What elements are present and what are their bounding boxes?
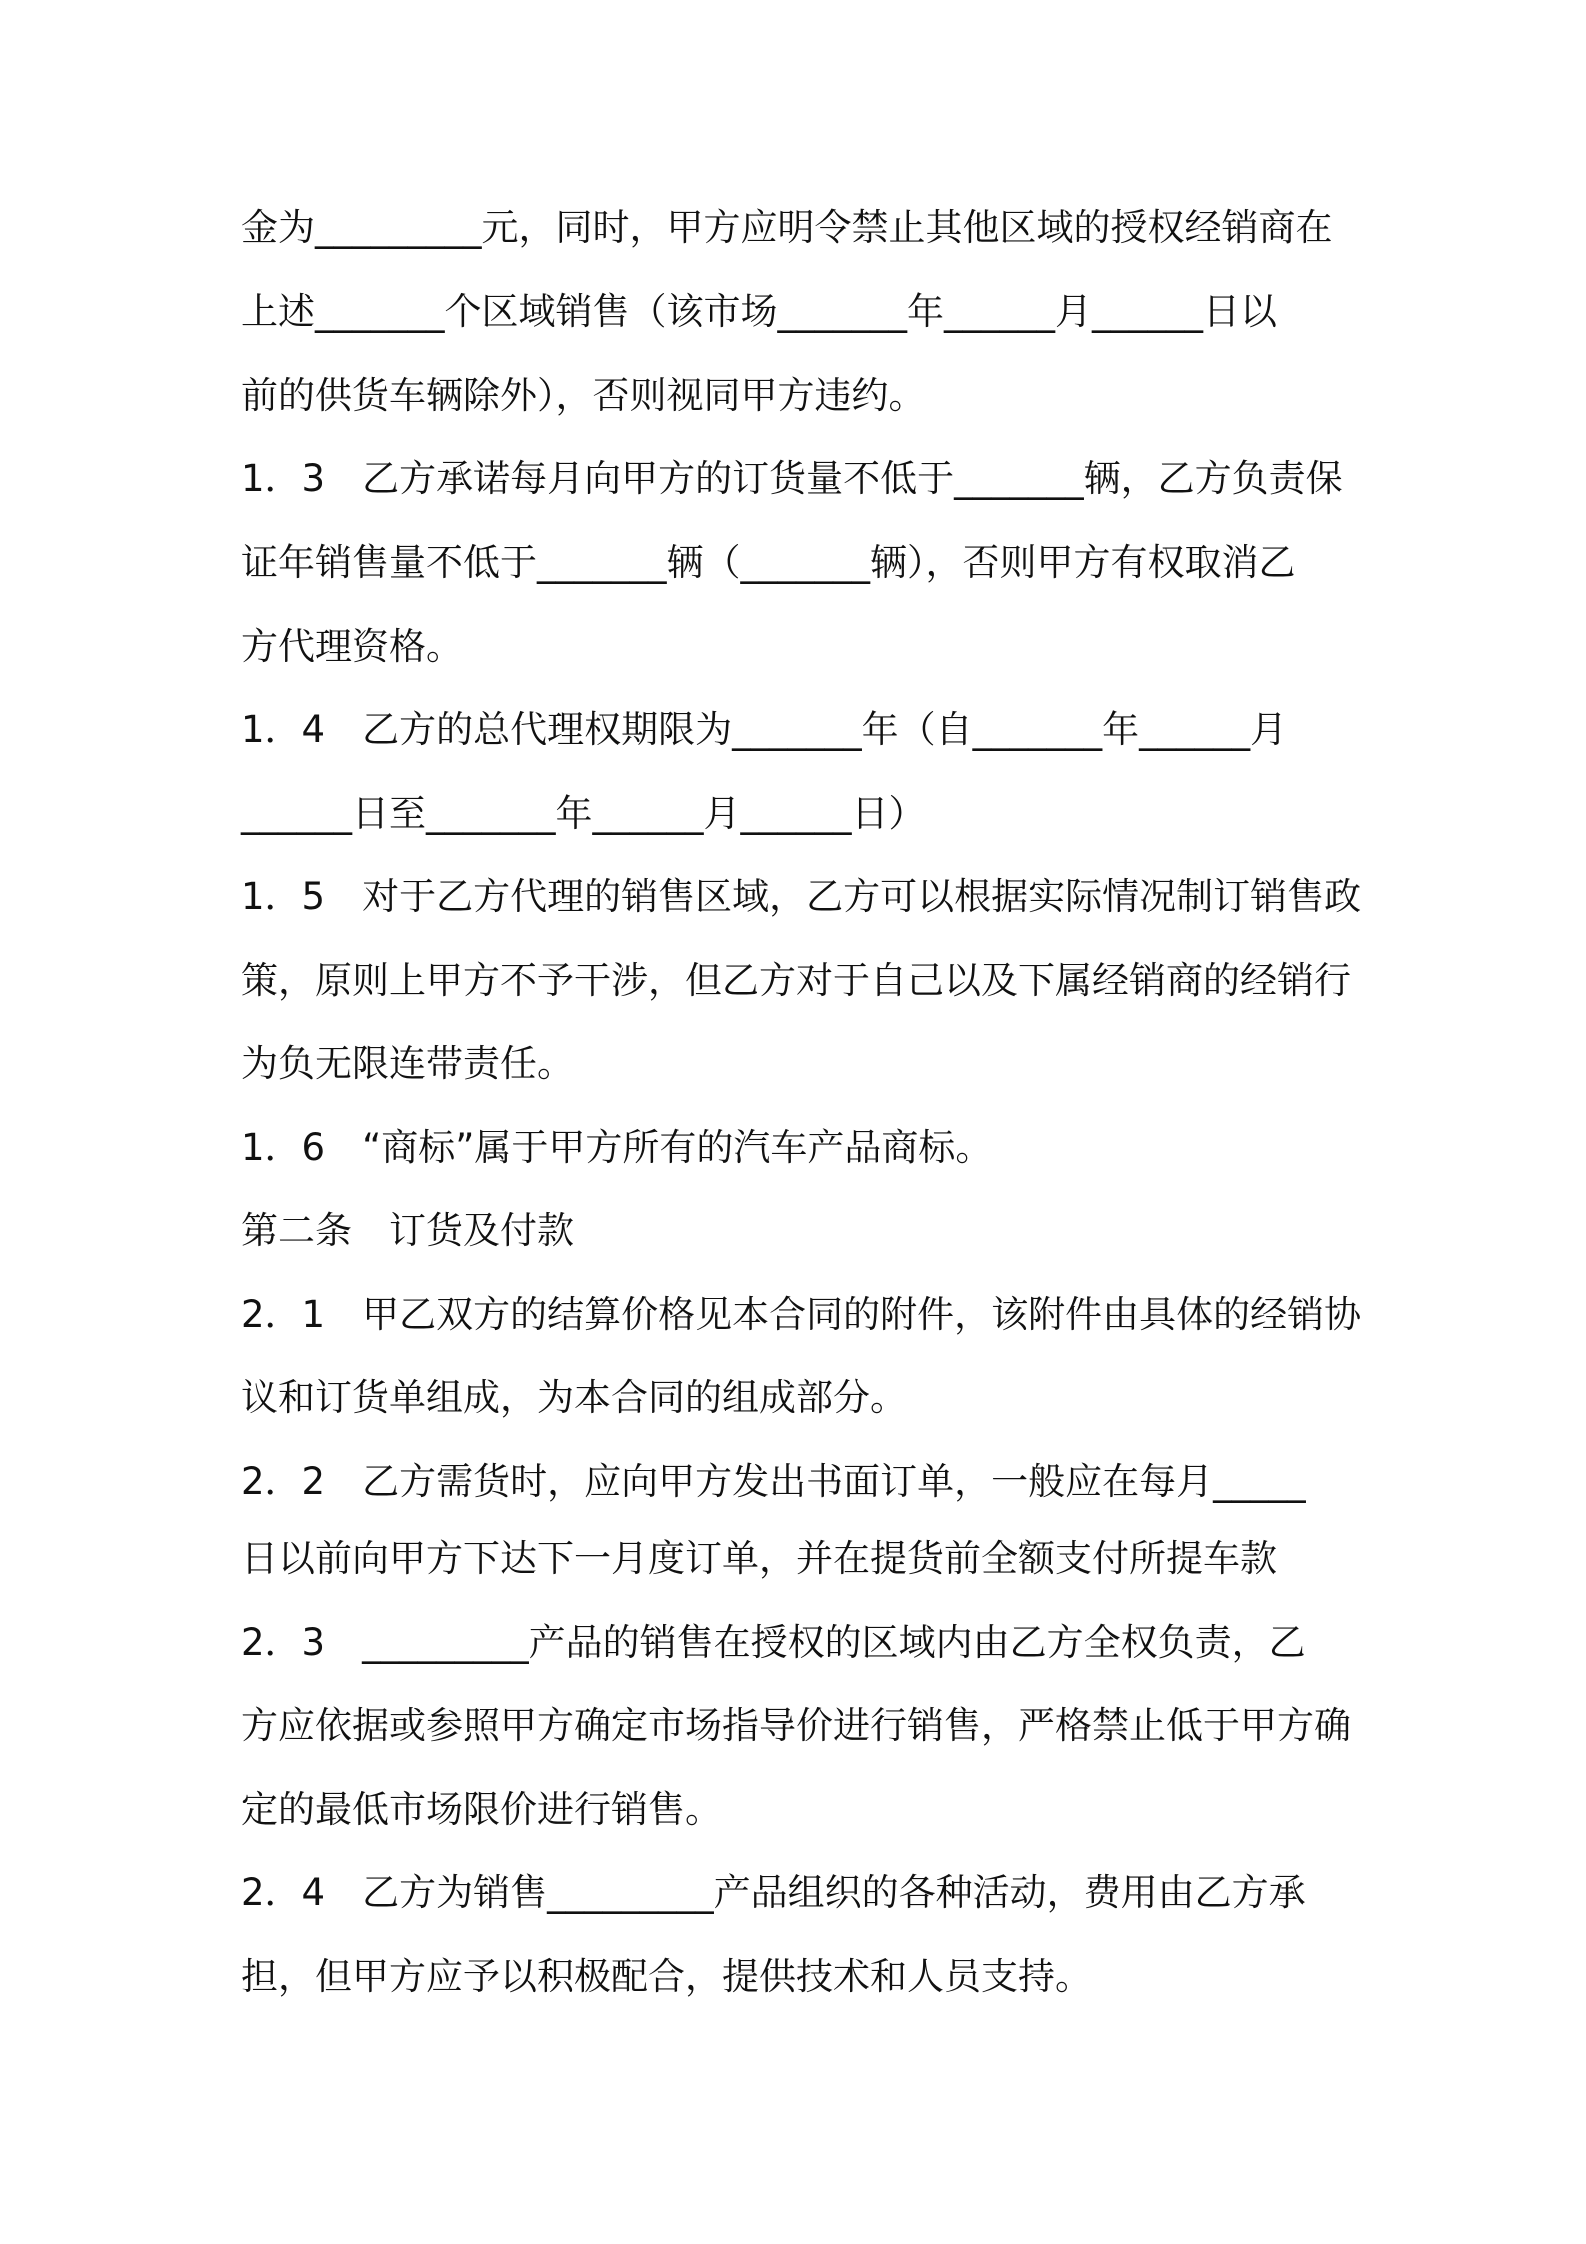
- text-line: 1．6 “商标”属于甲方所有的汽车产品商标。: [241, 1126, 993, 1169]
- text-line: 1．3 乙方承诺每月向甲方的订货量不低于_______辆，乙方负责保: [241, 457, 1343, 500]
- text-line: 定的最低市场限价进行销售。: [241, 1788, 722, 1831]
- text-line: 策，原则上甲方不予干涉，但乙方对于自己以及下属经销商的经销行: [241, 959, 1351, 1002]
- text-line: 方应依据或参照甲方确定市场指导价进行销售，严格禁止低于甲方确: [241, 1704, 1351, 1747]
- text-line: 2．3 _________产品的销售在授权的区域内由乙方全权负责，乙: [241, 1621, 1306, 1664]
- text-line: 为负无限连带责任。: [241, 1042, 574, 1085]
- text-line: ______日至_______年______月______日）: [241, 792, 926, 835]
- text-line: 1．5 对于乙方代理的销售区域，乙方可以根据实际情况制订销售政: [241, 875, 1362, 918]
- text-line: 担，但甲方应予以积极配合，提供技术和人员支持。: [241, 1955, 1092, 1998]
- text-line: 前的供货车辆除外），否则视同甲方违约。: [241, 374, 926, 417]
- text-line: 1．4 乙方的总代理权期限为_______年（自_______年______月: [241, 708, 1288, 751]
- text-line: 方代理资格。: [241, 625, 463, 668]
- text-line: 2．4 乙方为销售_________产品组织的各种活动，费用由乙方承: [241, 1871, 1306, 1914]
- text-line: 日以前向甲方下达下一月度订单，并在提货前全额支付所提车款: [241, 1537, 1277, 1580]
- text-line: 上述_______个区域销售（该市场_______年______月______日以: [241, 290, 1277, 333]
- text-line: 金为_________元，同时，甲方应明令禁止其他区域的授权经销商在: [241, 206, 1333, 249]
- text-line: 2．2 乙方需货时，应向甲方发出书面订单，一般应在每月_____: [241, 1460, 1306, 1503]
- text-line: 证年销售量不低于_______辆（_______辆），否则甲方有权取消乙: [241, 541, 1296, 584]
- text-line: 议和订货单组成，为本合同的组成部分。: [241, 1376, 907, 1419]
- text-line: 2．1 甲乙双方的结算价格见本合同的附件，该附件由具体的经销协: [241, 1293, 1362, 1336]
- section-heading: 第二条 订货及付款: [241, 1209, 574, 1252]
